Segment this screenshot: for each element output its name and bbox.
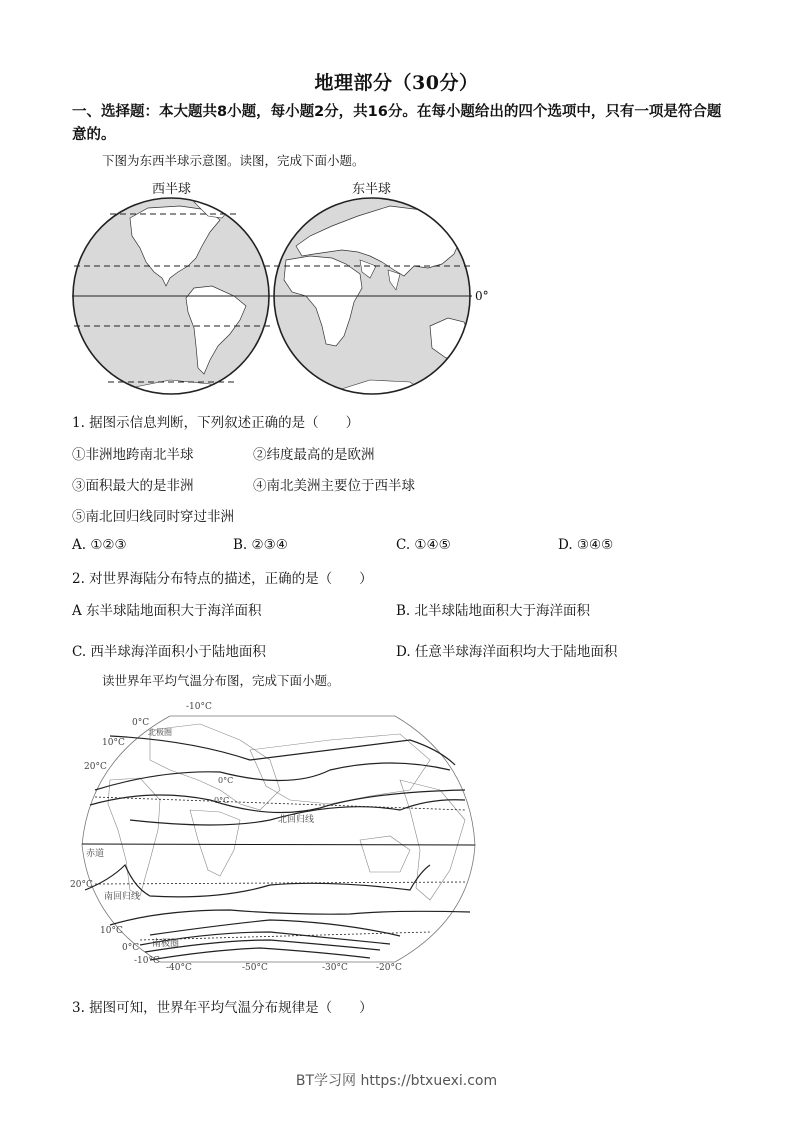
q2-option-d[interactable]: D. 任意半球海洋面积均大于陆地面积 [396,644,618,660]
isotherm-label: 20°C [84,762,107,772]
hemispheres-figure [70,172,500,397]
equator-label: 0° [475,289,489,303]
q2-stem: 2. 对世界海陆分布特点的描述，正确的是（ ） [72,571,373,587]
isotherm-label: -10°C [186,702,212,712]
inner-isotherm-label: 0°C [218,776,234,785]
arctic-circle-label: 北极圈 [148,728,172,737]
q2-option-c[interactable]: C. 西半球海洋面积小于陆地面积 [72,644,266,660]
group1-intro: 下图为东西半球示意图。读图，完成下面小题。 [102,153,365,168]
q2-option-a[interactable]: A 东半球陆地面积大于海洋面积 [72,603,262,619]
isotherm-label: -20°C [376,963,402,973]
tropic-cancer-label: 北回归线 [278,815,315,825]
tropic-capricorn-label: 南回归线 [104,892,141,902]
group2-intro: 读世界年平均气温分布图，完成下面小题。 [102,673,340,688]
isotherm-label: 10°C [100,926,123,936]
isotherm-label: 0°C [122,943,140,953]
q1-statement-2: ②纬度最高的是欧洲 [253,447,375,463]
equator-label: 赤道 [86,849,105,859]
isotherm-label: 20°C [70,880,93,890]
page-title: 地理部分（30分） [314,72,479,94]
q1-option-a[interactable]: A. ①②③ [72,537,127,553]
q1-statement-3: ③面积最大的是非洲 [72,478,194,494]
q1-statement-5: ⑤南北回归线同时穿过非洲 [72,509,234,525]
east-hemisphere-label: 东半球 [352,182,392,197]
isotherm-label: -30°C [322,963,348,973]
q1-stem: 1. 据图示信息判断，下列叙述正确的是（ ） [72,415,360,431]
q1-option-d[interactable]: D. ③④⑤ [558,537,614,553]
temperature-map-figure [70,700,490,975]
west-hemisphere-label: 西半球 [152,182,192,197]
inner-isotherm-label: 0°C [214,796,230,805]
temperature-map [70,700,490,975]
q3-stem: 3. 据图可知，世界年平均气温分布规律是（ ） [72,1000,373,1016]
isotherm-label: -50°C [242,963,268,973]
q1-statement-4: ④南北美洲主要位于西半球 [253,478,415,494]
isotherm-label: -10°C [134,956,160,966]
q1-statement-1: ①非洲地跨南北半球 [72,447,194,463]
hemisphere-map [70,196,480,396]
antarctic-circle-label: 南极圈 [152,939,180,949]
isotherm-label: 0°C [132,718,150,728]
q2-option-b[interactable]: B. 北半球陆地面积大于海洋面积 [396,603,591,619]
isotherm-label: -40°C [166,963,192,973]
q1-option-b[interactable]: B. ②③④ [233,537,288,553]
section-heading: 一、选择题：本大题共8小题，每小题2分，共16分。在每小题给出的四个选项中，只有一项是符合题意的。 [72,104,722,143]
isotherm-label: 10°C [102,738,125,748]
q1-option-c[interactable]: C. ①④⑤ [396,537,451,553]
footer-watermark: BT学习网 https://btxuexi.com [295,1073,498,1089]
